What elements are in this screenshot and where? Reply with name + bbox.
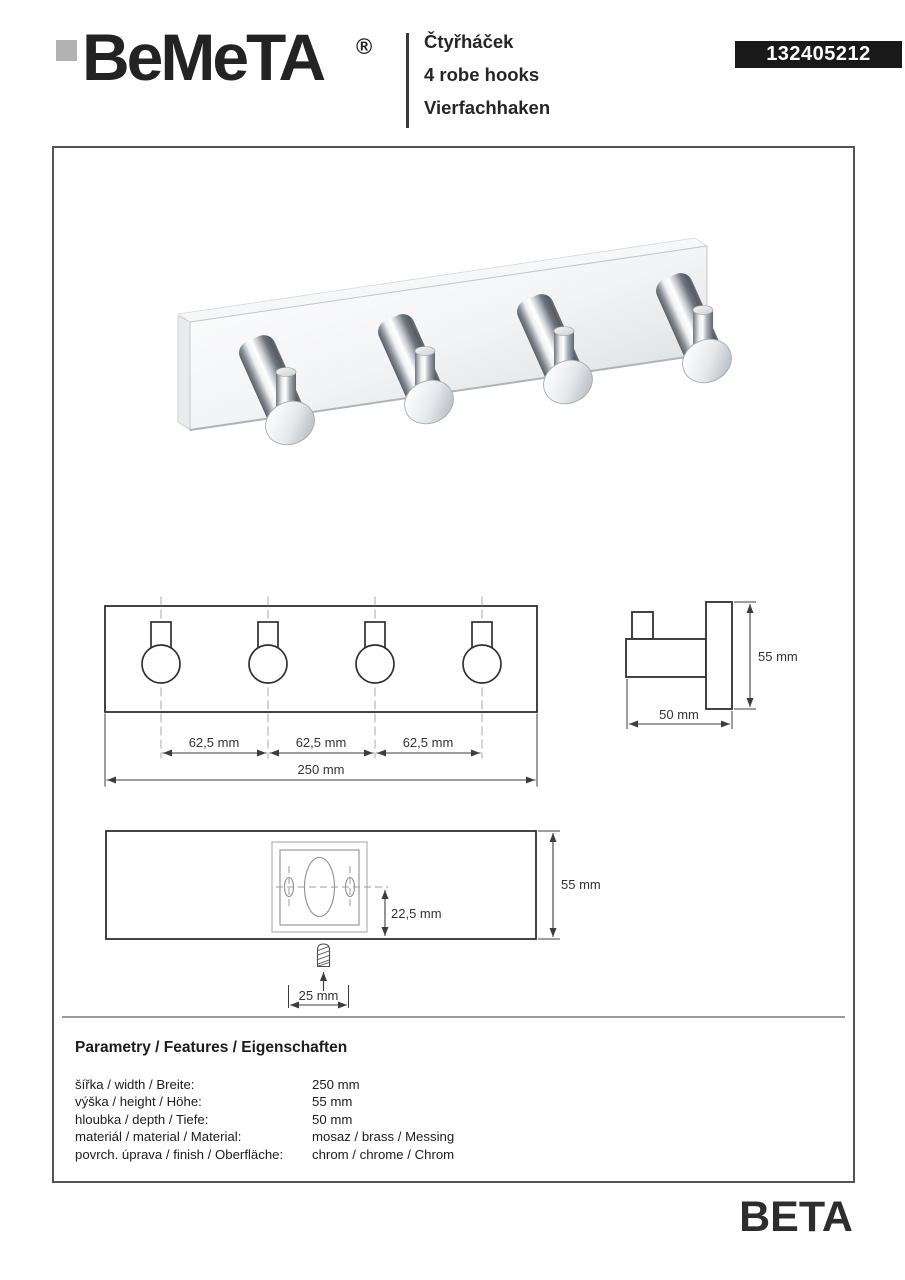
side-depth-label: 50 mm bbox=[659, 707, 699, 722]
section-divider bbox=[62, 1016, 845, 1018]
front-spacing-label-3: 62,5 mm bbox=[402, 735, 454, 750]
title-divider bbox=[406, 33, 409, 128]
bottom-view bbox=[106, 831, 601, 1008]
product-titles bbox=[424, 25, 550, 124]
param-value: mosaz / brass / Messing bbox=[312, 1129, 455, 1145]
product-title-de: Vierfachhaken bbox=[424, 97, 551, 118]
logo-square bbox=[56, 40, 77, 61]
param-value: 55 mm bbox=[312, 1094, 353, 1110]
side-height-label: 55 mm bbox=[758, 649, 798, 664]
param-label: povrch. úprava / finish / Oberfläche: bbox=[75, 1146, 284, 1162]
param-row-width bbox=[75, 1076, 715, 1093]
param-label: šířka / width / Breite: bbox=[75, 1077, 195, 1092]
front-spacing-label-2: 62,5 mm bbox=[295, 735, 347, 750]
param-row-height bbox=[75, 1093, 715, 1110]
parameters-heading: Parametry / Features / Eigenschaften bbox=[75, 1039, 348, 1056]
param-value: 50 mm bbox=[312, 1111, 353, 1127]
front-total-width-label: 250 mm bbox=[297, 762, 345, 777]
param-row-finish bbox=[75, 1146, 715, 1163]
product-title-en: 4 robe hooks bbox=[424, 64, 540, 85]
bottom-hole-offset-label: 22,5 mm bbox=[391, 906, 442, 921]
param-row-depth bbox=[75, 1111, 715, 1128]
bottom-screw-width-label: 25 mm bbox=[298, 988, 339, 1003]
parameters-section bbox=[75, 1038, 715, 1163]
series-name: BETA bbox=[739, 1193, 853, 1241]
brand-logo: BeMeTA bbox=[82, 20, 324, 94]
param-label: materiál / material / Material: bbox=[75, 1129, 242, 1145]
technical-drawings bbox=[52, 580, 855, 1017]
registered-trademark-icon: ® bbox=[356, 34, 373, 59]
param-label: výška / height / Höhe: bbox=[75, 1094, 202, 1110]
side-view bbox=[626, 602, 798, 729]
bottom-height-label: 55 mm bbox=[561, 877, 601, 892]
product-code-badge: 132405212 bbox=[735, 41, 902, 68]
screw-icon bbox=[318, 944, 330, 967]
front-spacing-label-1: 62,5 mm bbox=[188, 735, 240, 750]
param-value: 250 mm bbox=[312, 1077, 360, 1092]
product-photo bbox=[148, 232, 758, 482]
front-view bbox=[105, 597, 537, 786]
param-value: chrom / chrome / Chrom bbox=[312, 1146, 455, 1162]
param-row-material bbox=[75, 1128, 715, 1145]
param-label: hloubka / depth / Tiefe: bbox=[75, 1111, 209, 1127]
product-title-cs: Čtyřháček bbox=[424, 31, 514, 52]
